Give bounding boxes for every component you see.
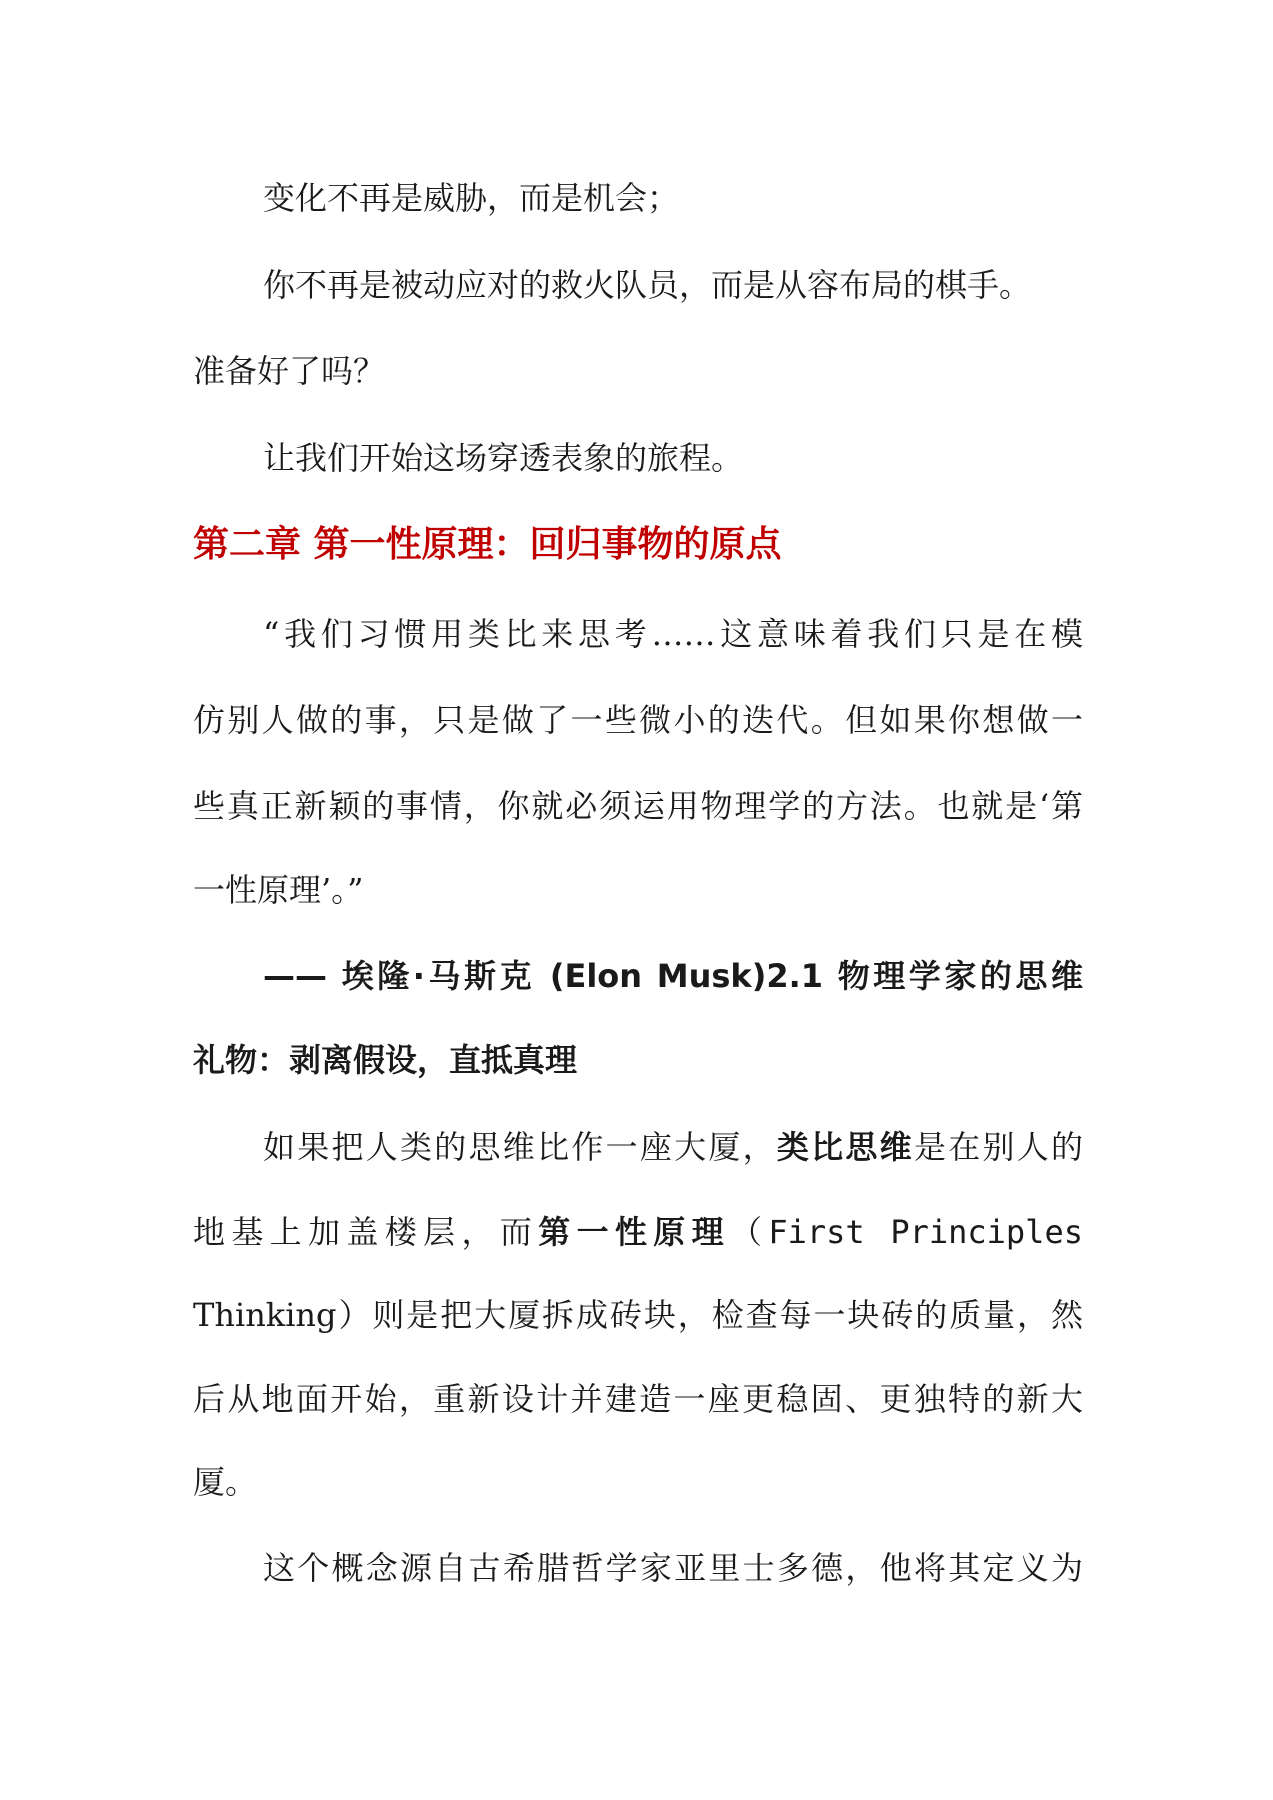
attribution-line: —— 埃隆·马斯克 (Elon Musk)2.1 物理学家的思维 [263, 957, 1083, 995]
body-line: Thinking）则是把大厦拆成砖块，检查每一块砖的质量，然 [193, 1296, 1083, 1334]
text-line: 准备好了吗？ [193, 352, 386, 390]
text-line: 你不再是被动应对的救火队员，而是从容布局的棋手。 [263, 266, 1032, 304]
quote-line: 些真正新颖的事情，你就必须运用物理学的方法。也就是‘第 [193, 787, 1083, 825]
bold-term: 第一性原理 [538, 1213, 731, 1251]
body-line: 这个概念源自古希腊哲学家亚里士多德，他将其定义为 [263, 1549, 1083, 1587]
body-line [193, 1212, 1083, 1252]
quote-line: 仿别人做的事，只是做了一些微小的迭代。但如果你想做一 [193, 701, 1083, 739]
body-text: 地基上加盖楼层，而 [193, 1213, 539, 1251]
quote-line: “我们习惯用类比来思考……这意味着我们只是在模 [263, 615, 1083, 653]
body-text: 是在别人的 [913, 1128, 1083, 1166]
bold-term: 类比思维 [776, 1128, 914, 1166]
text-line: 变化不再是威胁，而是机会； [263, 179, 680, 217]
body-text: 如果把人类的思维比作一座大厦， [263, 1128, 777, 1166]
section-heading: 礼物：剥离假设，直抵真理 [193, 1041, 578, 1079]
body-line: 厦。 [193, 1463, 258, 1501]
body-line: 后从地面开始，重新设计并建造一座更稳固、更独特的新大 [193, 1380, 1083, 1418]
chapter-heading: 第二章 第一性原理：回归事物的原点 [193, 524, 782, 565]
text-line: 让我们开始这场穿透表象的旅程。 [263, 439, 744, 477]
quote-line: 一性原理’。” [193, 871, 364, 909]
body-line [263, 1127, 1083, 1167]
body-text: （First Principles [730, 1213, 1083, 1251]
